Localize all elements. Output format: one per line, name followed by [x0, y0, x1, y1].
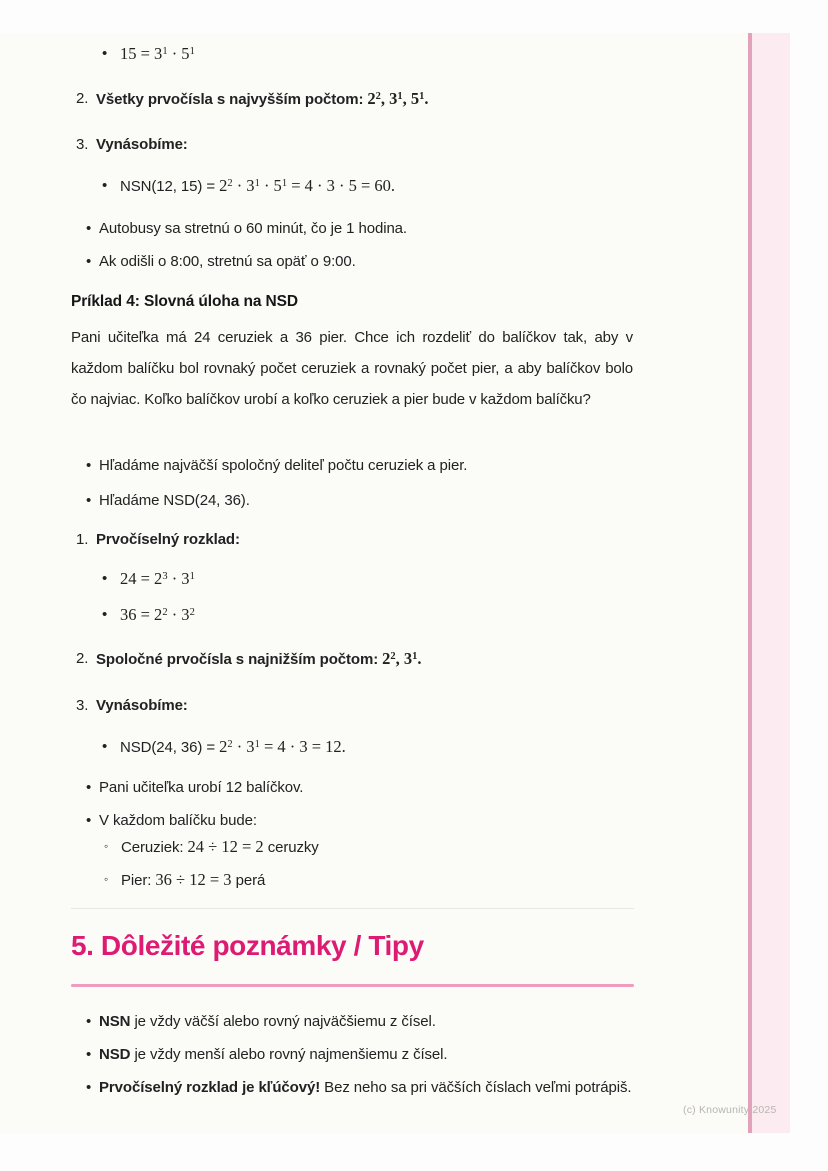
bullet-marker: •: [86, 1013, 92, 1030]
item-text: [96, 85, 634, 114]
item-text: [121, 866, 634, 895]
number-marker: 3.: [76, 697, 89, 714]
bullet-marker: •: [86, 457, 92, 474]
text-run: Pani učiteľka má 24 ceruziek a 36 pier. Chce ich rozdeliť do balíčkov tak, aby v každom balíčku bol rovnaký počet ceruziek a rovnaký počet pier, a aby balíčkov bolo čo najviac. Koľko balíčkov urobí a koľko ceruziek a pier bude v každom balíčku?: [71, 329, 633, 408]
bold-text: Spoločné prvočísla s najnižším počtom:: [96, 651, 383, 668]
math-expression: $15 = 3^1 \cdot 5^1$: [120, 44, 195, 63]
bold-text: Prvočíselný rozklad je kľúčový!: [99, 1079, 321, 1096]
text-run: ceruzky: [263, 839, 319, 856]
text-run: Hľadáme najväčší spoločný deliteľ počtu ceruziek a pier.: [99, 457, 468, 474]
nested-list-item: [102, 565, 634, 594]
nested-list-item: [102, 601, 634, 630]
example-heading: [71, 288, 633, 316]
number-marker: 2.: [76, 650, 89, 667]
bullet-marker: •: [86, 220, 92, 237]
sub-list-item: [104, 833, 634, 862]
item-text: [99, 1041, 634, 1069]
list-item: [86, 1074, 634, 1102]
item-text: [120, 601, 634, 630]
numbered-list-item: [76, 131, 634, 159]
list-item: [86, 248, 634, 276]
item-text: [96, 692, 634, 720]
list-item: [86, 774, 634, 802]
item-text: [99, 248, 634, 276]
text-run: Pani učiteľka urobí 12 balíčkov.: [99, 779, 304, 796]
bullet-marker: •: [102, 45, 108, 62]
list-item: [86, 452, 634, 480]
circle-marker: ◦: [104, 839, 109, 853]
item-text: [120, 733, 634, 762]
list-item: [86, 487, 634, 515]
list-item: [86, 1041, 634, 1069]
bold-text: Vynásobíme:: [96, 697, 188, 714]
bullet-marker: •: [102, 177, 108, 194]
text-run: je vždy väčší alebo rovný najväčšiemu z čísel.: [130, 1013, 436, 1030]
text-run: perá: [231, 872, 266, 889]
bold-text: Prvočíselný rozklad:: [96, 531, 240, 548]
circle-marker: ◦: [104, 872, 109, 886]
text-run: Autobusy sa stretnú o 60 minút, čo je 1 hodina.: [99, 220, 407, 237]
item-text: [96, 131, 634, 159]
heading-underline: [71, 984, 634, 987]
bullet-marker: •: [86, 779, 92, 796]
bullet-marker: •: [86, 253, 92, 270]
numbered-list-item: [76, 85, 634, 114]
math-expression: $2^2$, $3^1$.: [382, 649, 422, 668]
item-text: [96, 645, 634, 674]
bold-text: NSD: [99, 1046, 131, 1063]
math-expression: 24 ÷ 12 = 2: [187, 837, 264, 856]
bullet-marker: •: [102, 570, 108, 587]
section-heading: [71, 929, 633, 963]
numbered-list-item: [76, 645, 634, 674]
text-run: Ak odišli o 8:00, stretnú sa opäť o 9:00.: [99, 253, 356, 270]
bullet-marker: •: [102, 738, 108, 755]
text-run: Bez neho sa pri väčších číslach veľmi potrápiš.: [320, 1079, 632, 1096]
math-expression: 36 ÷ 12 = 3: [155, 870, 232, 889]
text-run: Hľadáme NSD(24, 36).: [99, 492, 250, 509]
text-run: 5. Dôležité poznámky / Tipy: [71, 930, 424, 961]
item-text: [120, 172, 634, 201]
bullet-marker: •: [86, 1079, 92, 1096]
list-item: [86, 1008, 634, 1036]
item-text: [99, 215, 634, 243]
item-text: [120, 565, 634, 594]
text-run: NSN(12, 15) =: [120, 178, 220, 195]
nested-list-item: [102, 733, 634, 762]
math-expression: $2^2$, $3^1$, $5^1$.: [367, 89, 429, 108]
number-marker: 3.: [76, 136, 89, 153]
nested-list-item: [102, 40, 634, 69]
math-expression: $2^2 \cdot 3^1 = 4 \cdot 3 = 12$.: [219, 737, 346, 756]
math-expression: $36 = 2^2 \cdot 3^2$: [120, 605, 195, 624]
item-text: [99, 1008, 634, 1036]
list-item: [86, 215, 634, 243]
text-run: Ceruziek:: [121, 839, 188, 856]
word-problem-paragraph: [71, 322, 633, 415]
text-run: Pier:: [121, 872, 156, 889]
list-item: [86, 807, 634, 835]
text-run: je vždy menší alebo rovný najmenšiemu z čísel.: [130, 1046, 448, 1063]
nested-list-item: [102, 172, 634, 201]
number-marker: 1.: [76, 531, 89, 548]
math-expression: $2^2 \cdot 3^1 \cdot 5^1 = 4 \cdot 3 \cdot 5 = 60$.: [219, 176, 396, 195]
bullet-marker: •: [86, 492, 92, 509]
bullet-marker: •: [86, 812, 92, 829]
text-run: Príklad 4: Slovná úloha na NSD: [71, 293, 298, 310]
bold-text: Všetky prvočísla s najvyšším počtom:: [96, 91, 368, 108]
bullet-marker: •: [86, 1046, 92, 1063]
item-text: [99, 452, 634, 480]
bold-text: NSN: [99, 1013, 131, 1030]
section-divider: [71, 908, 634, 909]
item-text: [99, 807, 634, 835]
item-text: [99, 1074, 634, 1102]
numbered-list-item: [76, 526, 634, 554]
numbered-list-item: [76, 692, 634, 720]
number-marker: 2.: [76, 90, 89, 107]
bullet-marker: •: [102, 606, 108, 623]
item-text: [96, 526, 634, 554]
sub-list-item: [104, 866, 634, 895]
math-expression: $24 = 2^3 \cdot 3^1$: [120, 569, 195, 588]
text-run: NSD(24, 36) =: [120, 739, 220, 756]
text-run: V každom balíčku bude:: [99, 812, 257, 829]
item-text: [120, 40, 634, 69]
item-text: [121, 833, 634, 862]
bold-text: Vynásobíme:: [96, 136, 188, 153]
item-text: [99, 487, 634, 515]
item-text: [99, 774, 634, 802]
copyright-watermark: (c) Knowunity 2025: [683, 1104, 777, 1116]
